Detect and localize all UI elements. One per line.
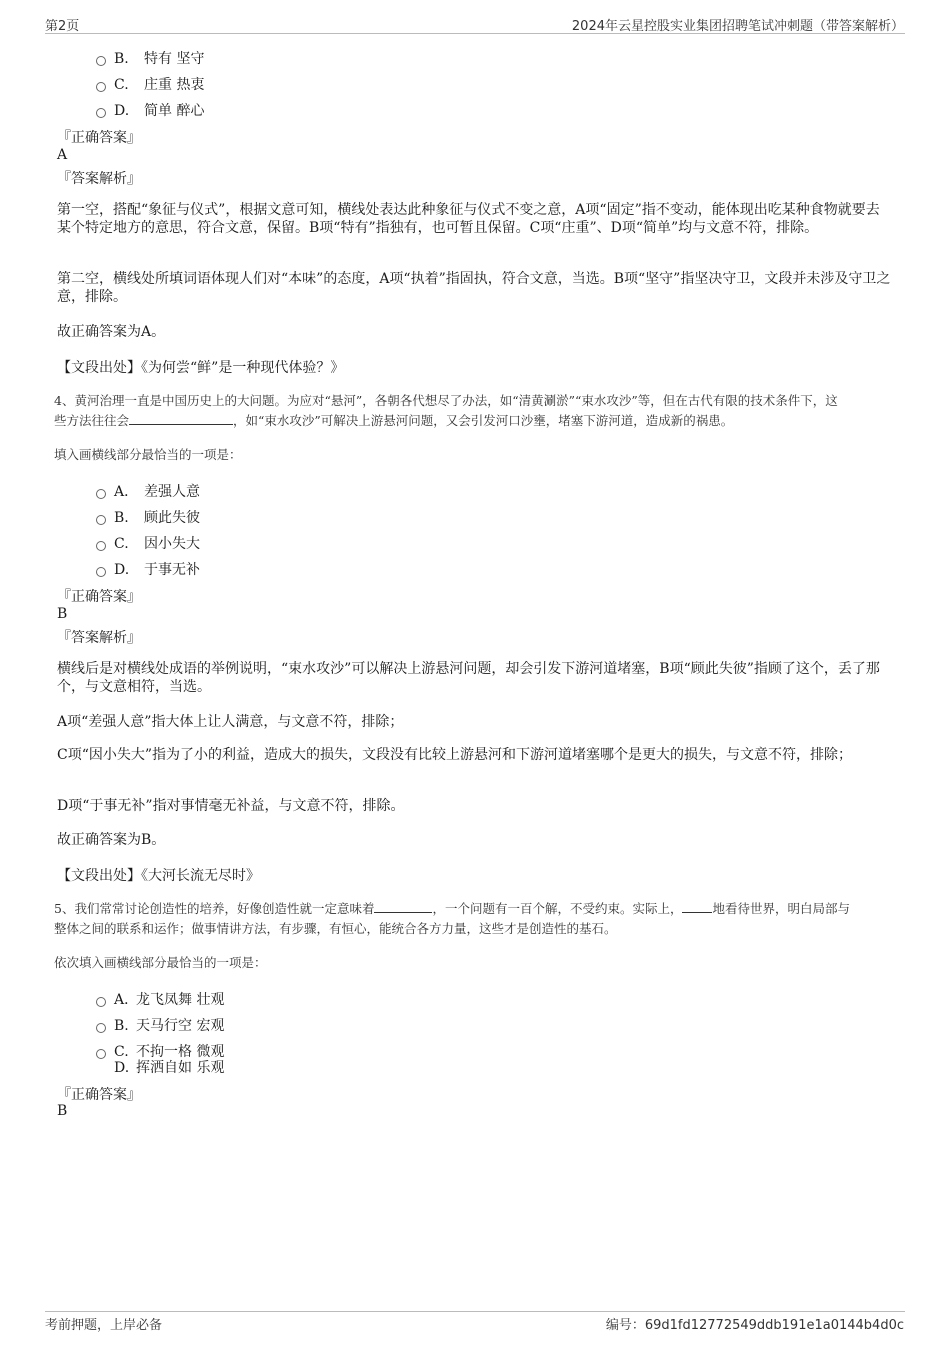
answer-value: B	[57, 1103, 68, 1119]
q5-option-b[interactable]: B. 天马行空 宏观	[96, 1015, 224, 1035]
answer-blank	[374, 900, 432, 913]
footer-divider	[45, 1311, 905, 1312]
document-id: 编号：69d1fd12772549ddb191e1a0144b4d0c	[605, 1318, 904, 1333]
q3-option-c[interactable]: C. 庄重 热衷	[96, 74, 204, 94]
q5-option-c[interactable]: C. 不拘一格 微观	[96, 1041, 224, 1061]
answer-heading: 『正确答案』	[57, 1087, 141, 1103]
analysis-paragraph: 第一空，搭配“象征与仪式”，根据文意可知，横线处表达此种象征与仪式不变之意，A项“固定”指不变动，能体现出吃某种食物就要去某个特定地方的意思，符合文意，保留。B项“特有”指独有，也可暂且保留。C项“庄重”、D项“简单”均与文意不符，排除。	[57, 202, 880, 236]
analysis-conclusion: 故正确答案为A。	[57, 324, 166, 340]
q5-option-a[interactable]: A．龙飞凤舞 壮观	[96, 989, 224, 1009]
radio-icon[interactable]	[96, 489, 106, 499]
footer-slogan: 考前押题，上岸必备	[45, 1318, 163, 1333]
question-5-prompt: 依次填入画横线部分最恰当的一项是：	[54, 955, 267, 970]
question-4-prompt: 填入画横线部分最恰当的一项是：	[54, 447, 242, 462]
q4-option-a[interactable]: A． 差强人意	[96, 481, 200, 501]
radio-icon[interactable]	[96, 997, 106, 1007]
analysis-paragraph: 横线后是对横线处成语的举例说明，“束水攻沙”可以解决上游悬河问题，却会引发下游河道堵塞，B项“顾此失彼”指顾了这个，丢了那个，与文意相符，当选。	[57, 661, 880, 695]
q4-option-b[interactable]: B. 顾此失彼	[96, 507, 200, 527]
answer-heading: 『正确答案』	[57, 130, 141, 146]
q5-option-d[interactable]: D. 挥洒自如 乐观	[114, 1060, 225, 1076]
document-title: 2024年云星控股实业集团招聘笔试冲刺题（带答案解析）	[571, 19, 904, 34]
radio-icon[interactable]	[96, 56, 106, 66]
analysis-heading: 『答案解析』	[57, 171, 141, 187]
radio-icon[interactable]	[96, 82, 106, 92]
analysis-conclusion: 故正确答案为B。	[57, 832, 166, 848]
answer-blank	[682, 900, 712, 913]
q4-option-d[interactable]: D. 于事无补	[96, 559, 200, 579]
source-citation: 【文段出处】《为何尝“鲜”是一种现代体验？》	[57, 360, 345, 376]
answer-blank	[129, 412, 233, 425]
radio-icon[interactable]	[96, 108, 106, 118]
radio-icon[interactable]	[96, 1023, 106, 1033]
header-divider	[45, 33, 905, 34]
analysis-paragraph: A项“差强人意”指大体上让人满意，与文意不符，排除；	[57, 714, 404, 730]
question-4-text: 4、黄河治理一直是中国历史上的大问题。为应对“悬河”，各朝各代想尽了办法，如“清黄涮淤”“束水攻沙”等，但在古代有限的技术条件下，这 些方法往往会 ，如“束水攻沙”可解决上游悬河问题，又会引发河口沙壅，堵塞下游河道，造成新的祸患。	[54, 393, 838, 428]
page-number: 第2页	[45, 19, 80, 34]
answer-heading: 『正确答案』	[57, 589, 141, 605]
analysis-paragraph: C项“因小失大”指为了小的利益，造成大的损失，文段没有比较上游悬河和下游河道堵塞哪个是更大的损失，与文意不符，排除；	[57, 747, 853, 763]
analysis-paragraph: 第二空，横线处所填词语体现人们对“本味”的态度，A项“执着”指固执，符合文意，当选。B项“坚守”指坚决守卫，文段并未涉及守卫之意，排除。	[57, 271, 891, 305]
answer-value: B	[57, 606, 68, 622]
analysis-paragraph: D项“于事无补”指对事情毫无补益，与文意不符，排除。	[57, 798, 405, 814]
q3-option-b[interactable]: B. 特有 坚守	[96, 48, 204, 68]
radio-icon[interactable]	[96, 567, 106, 577]
source-citation: 【文段出处】《大河长流无尽时》	[57, 868, 260, 884]
q4-option-c[interactable]: C. 因小失大	[96, 533, 200, 553]
answer-value: A	[57, 147, 68, 163]
q3-option-d[interactable]: D. 简单 醉心	[96, 100, 204, 120]
question-5-text: 5、我们常常讨论创造性的培养，好像创造性就一定意味着 ，一个问题有一百个解，不受约束。实际上， 地看待世界，明白局部与 整体之间的联系和运作；做事情讲方法，有步骤，有恒心，能统合各方力量，这些才是创造性的基石。	[54, 901, 850, 936]
analysis-heading: 『答案解析』	[57, 630, 141, 646]
radio-icon[interactable]	[96, 541, 106, 551]
radio-icon[interactable]	[96, 515, 106, 525]
